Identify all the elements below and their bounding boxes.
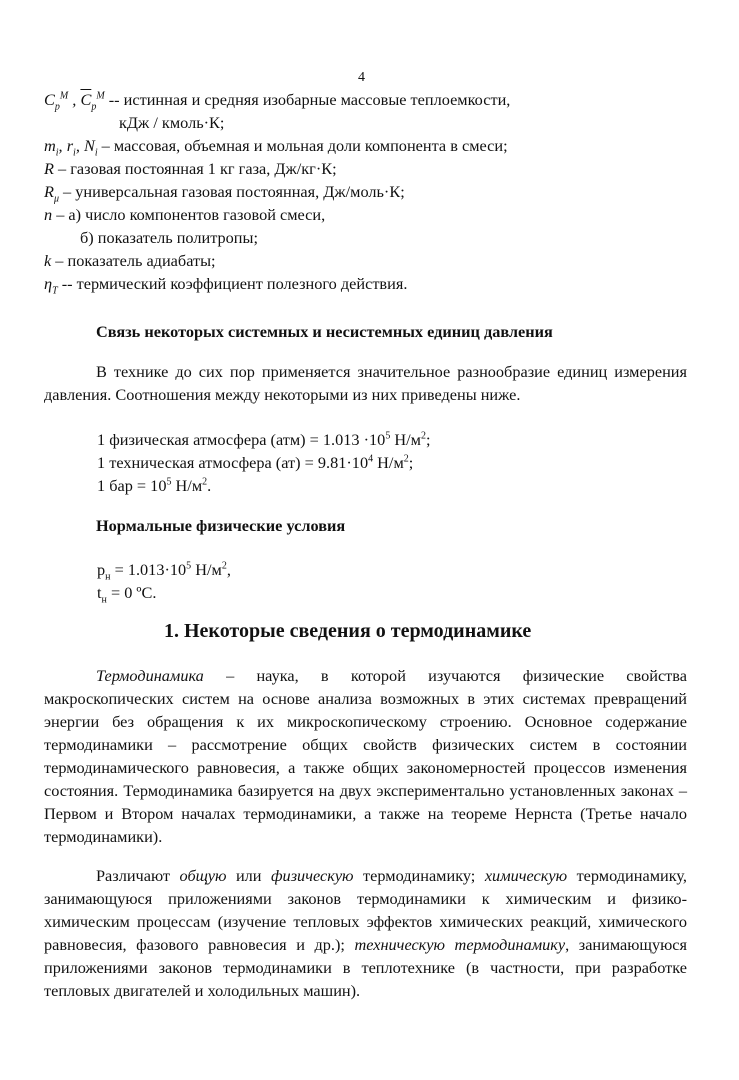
normal-conditions-formulas (97, 558, 231, 604)
notation-text: – универсальная газовая постоянная, Дж/моль·К; (58, 182, 405, 201)
notation-text: – показатель адиабаты; (51, 251, 216, 270)
notation-line: б) показатель политропы; (80, 228, 258, 247)
paragraph-thermodynamics-kinds (44, 864, 687, 1002)
notation-list (44, 88, 684, 295)
notation-text: -- термический коэффициент полезного действия. (57, 274, 408, 293)
paragraph-text: Термодинамика – наука, в которой изучаются физические свойства макроскопических систем на основе анализа возможных в этих системах превращений энергии без обращения к их микроскопическому строению. Основное содержание термодинамики – рассмотрение общих свойств физических систем в состоянии термодинамического равновесия, а также общих закономерностей процессов изменения состояния. Термодинамика базируется на двух экспериментально установленных законах – Первом и Втором началах термодинамики, а также на теореме Нернста (Третье начало термодинамики). (44, 666, 687, 846)
pressure-unit-formulas (97, 428, 431, 497)
page-number: 4 (358, 70, 365, 85)
notation-text: – а) число компонентов газовой смеси, (52, 205, 326, 224)
paragraph-pressure-units-intro (44, 360, 687, 406)
notation-symbol: $R_\mu$ (44, 182, 59, 205)
notation-line (44, 203, 684, 226)
notation-symbol: n (44, 205, 53, 224)
formula-line: $р_н = 1.013\cdot 10^5$ $Н/м^2$, (97, 560, 231, 583)
notation-text: -- истинная и средняя изобарные массовые теплоемкости, (104, 90, 511, 109)
notation-line (44, 157, 684, 180)
notation-line (44, 180, 684, 203)
notation-symbol: k (44, 251, 52, 270)
paragraph-text: Различают общую или физическую термодинамику; химическую термодинамику, занимающуюся приложениями законов термодинамики к химическим и физико-химическим процессам (изучение тепловых эффектов химических реакций, химического равновесия, фазового равновесия и др.); техническую термодинамику, занимающуюся приложениями законов термодинамики в теплотехнике (в частности, при разработке тепловых двигателей и холодильных машин). (44, 866, 687, 1000)
formula-line: 1 бар = $10^5$ $Н/м^2$. (97, 476, 212, 495)
notation-symbol: R (44, 159, 54, 178)
section-heading-normal-conditions: Нормальные физические условия (96, 516, 346, 535)
formula-line: 1 физическая атмосфера $(атм) = 1.013 \cdot 10^5$ $Н/м^2$; (97, 430, 431, 449)
notation-text: – массовая, объемная и мольная доли компонента в смеси; (97, 136, 508, 155)
paragraph-thermodynamics-definition (44, 664, 687, 848)
section-heading-pressure-units: Связь некоторых системных и несистемных единиц давления (96, 322, 553, 341)
paragraph-text: В технике до сих пор применяется значительное разнообразие единиц измерения давления. Соотношения между некоторыми из них приведены ниже. (44, 362, 687, 404)
notation-symbol: $m_i$, $r_i$, $N_i$ (44, 136, 98, 159)
notation-line (44, 249, 684, 272)
formula-line: $t_н = 0$ ºС. (97, 583, 157, 606)
notation-line (44, 272, 684, 295)
notation-symbol: $C_p^M$ , $\overline{C}_p^M$ (44, 90, 105, 113)
notation-line (44, 88, 684, 111)
notation-line (44, 134, 684, 157)
notation-text: – газовая постоянная 1 кг газа, Дж/кг·К; (53, 159, 337, 178)
notation-symbol: $\eta_T$ (44, 274, 58, 297)
formula-line: 1 техническая атмосфера $(ат) = 9.81\cdot 10^4$ $Н/м^2$; (97, 453, 414, 472)
notation-line: кДж / кмоль·К; (119, 113, 225, 132)
chapter-title: 1. Некоторые сведения о термодинамике (164, 620, 532, 642)
